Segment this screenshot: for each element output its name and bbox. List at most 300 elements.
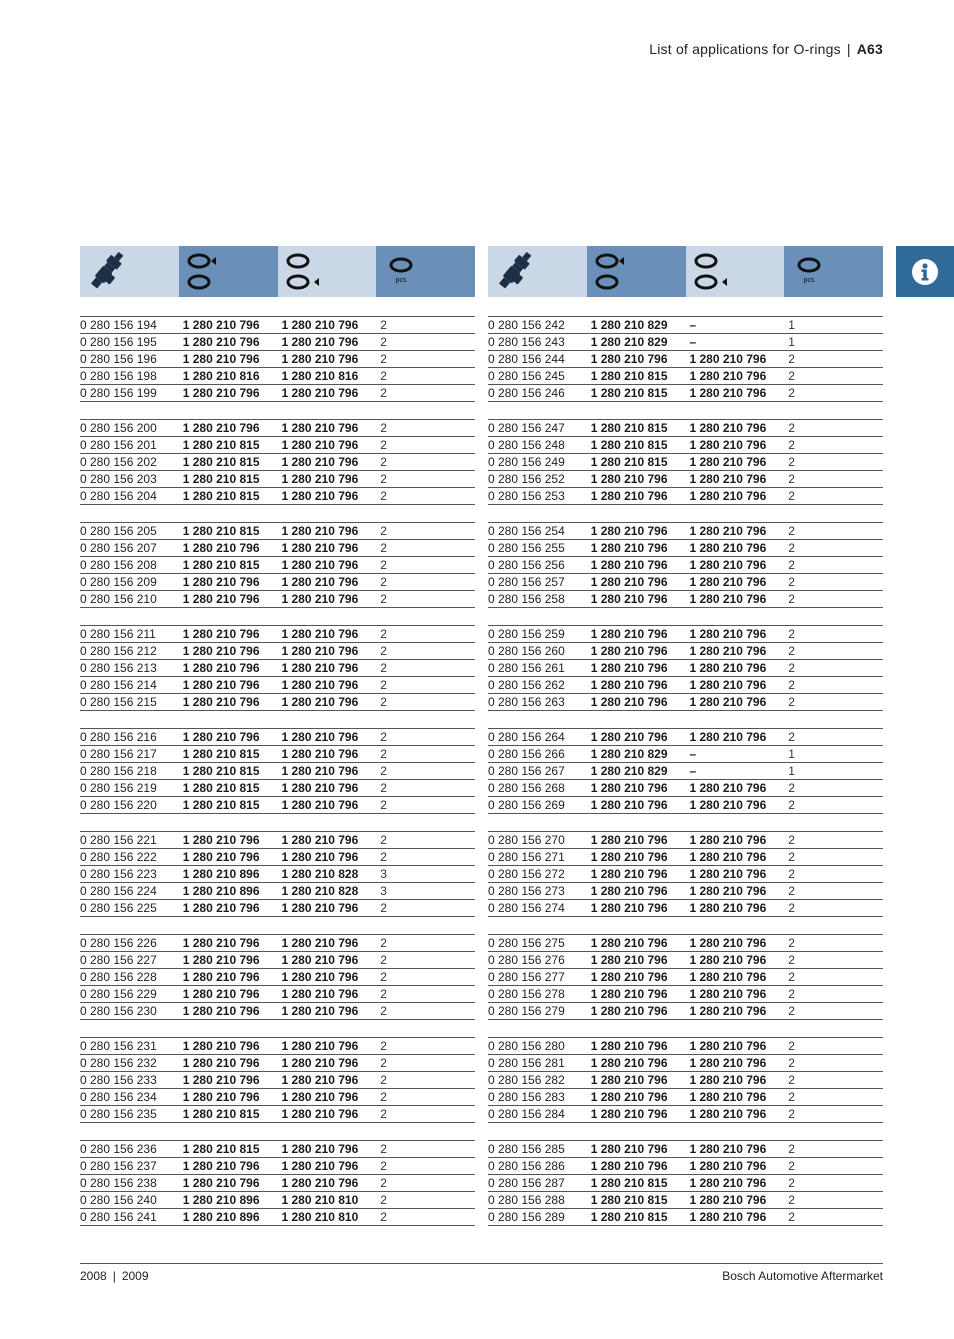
o-ring-bottom-part-number: 1 280 210 796 — [689, 730, 767, 744]
pcs-count: 2 — [380, 1004, 387, 1018]
table-row — [80, 487, 475, 505]
o-ring-top-part-number: 1 280 210 796 — [182, 661, 260, 675]
table-row — [80, 1054, 475, 1071]
injector-part-number: 0 280 156 244 — [488, 352, 565, 366]
row-group — [488, 934, 883, 1020]
row-group — [488, 1140, 883, 1226]
pcs-count: 2 — [380, 833, 387, 847]
table-row — [80, 762, 475, 779]
injector-part-number: 0 280 156 215 — [80, 695, 157, 709]
table-row — [80, 1071, 475, 1088]
pcs-count: 2 — [380, 541, 387, 555]
pcs-count: 2 — [788, 936, 795, 950]
page-title: List of applications for O-rings — [649, 41, 841, 57]
header-o-ring-bottom — [278, 246, 377, 297]
o-ring-top-part-number: 1 280 210 815 — [182, 781, 260, 795]
injector-part-number: 0 280 156 268 — [488, 781, 565, 795]
row-group — [80, 522, 475, 608]
pcs-count: 2 — [380, 421, 387, 435]
o-ring-top-part-number: 1 280 210 796 — [590, 352, 668, 366]
injector-part-number: 0 280 156 245 — [488, 369, 565, 383]
o-ring-top-part-number: 1 280 210 796 — [182, 335, 260, 349]
o-ring-top-part-number: 1 280 210 796 — [590, 987, 668, 1001]
pcs-count: 2 — [788, 541, 795, 555]
o-ring-top-part-number: 1 280 210 796 — [590, 953, 668, 967]
footer-year-end: 2009 — [121, 1269, 149, 1283]
injector-part-number: 0 280 156 202 — [80, 455, 157, 469]
pcs-count: 2 — [788, 352, 795, 366]
pcs-count: 2 — [788, 627, 795, 641]
injector-part-number: 0 280 156 261 — [488, 661, 565, 675]
header-injector — [80, 246, 179, 297]
row-group — [488, 1037, 883, 1123]
o-ring-top-part-number: 1 280 210 796 — [182, 1090, 260, 1104]
injector-part-number: 0 280 156 231 — [80, 1039, 157, 1053]
o-ring-bottom-part-number: 1 280 210 810 — [281, 1210, 359, 1224]
table-row — [488, 384, 883, 402]
o-ring-bottom-part-number: 1 280 210 796 — [689, 352, 767, 366]
table-row — [80, 1002, 475, 1020]
injector-part-number: 0 280 156 264 — [488, 730, 565, 744]
pcs-count: 2 — [380, 558, 387, 572]
o-ring-top-part-number: 1 280 210 796 — [182, 352, 260, 366]
injector-part-number: 0 280 156 237 — [80, 1159, 157, 1173]
table-row — [80, 1037, 475, 1054]
o-ring-top-part-number: 1 280 210 796 — [182, 1073, 260, 1087]
o-ring-bottom-part-number: 1 280 210 796 — [689, 987, 767, 1001]
injector-part-number: 0 280 156 234 — [80, 1090, 157, 1104]
o-ring-bottom-part-number: 1 280 210 796 — [689, 678, 767, 692]
o-ring-bottom-part-number: 1 280 210 796 — [281, 575, 359, 589]
o-ring-bottom-part-number: 1 280 210 796 — [281, 472, 359, 486]
o-ring-top-part-number: 1 280 210 896 — [182, 867, 260, 881]
pcs-count: 2 — [788, 1176, 795, 1190]
o-ring-bottom-part-number: 1 280 210 796 — [281, 1073, 359, 1087]
pcs-count: 2 — [380, 661, 387, 675]
o-ring-bottom-part-number: 1 280 210 796 — [689, 421, 767, 435]
injector-part-number: 0 280 156 227 — [80, 953, 157, 967]
pcs-count: 2 — [380, 1056, 387, 1070]
o-ring-top-part-number: 1 280 210 815 — [182, 489, 260, 503]
o-ring-pair-bottom-icon — [686, 246, 784, 297]
injector-part-number: 0 280 156 203 — [80, 472, 157, 486]
row-group — [80, 625, 475, 711]
injector-part-number: 0 280 156 282 — [488, 1073, 565, 1087]
pcs-count: 2 — [380, 901, 387, 915]
table-row — [80, 1174, 475, 1191]
pcs-count: 2 — [788, 970, 795, 984]
o-ring-bottom-part-number: 1 280 210 796 — [689, 1090, 767, 1104]
o-ring-bottom-part-number: 1 280 210 816 — [281, 369, 359, 383]
pcs-count: 2 — [380, 695, 387, 709]
footer-rule — [80, 1263, 883, 1264]
table-row — [80, 848, 475, 865]
o-ring-bottom-part-number: 1 280 210 796 — [689, 438, 767, 452]
table-row — [488, 487, 883, 505]
injector-part-number: 0 280 156 256 — [488, 558, 565, 572]
o-ring-bottom-part-number: 1 280 210 796 — [281, 438, 359, 452]
info-tab[interactable] — [896, 246, 954, 297]
injector-part-number: 0 280 156 219 — [80, 781, 157, 795]
table-row — [80, 728, 475, 745]
o-ring-bottom-part-number: 1 280 210 796 — [281, 901, 359, 915]
table-row — [488, 693, 883, 711]
o-ring-bottom-part-number: 1 280 210 796 — [281, 747, 359, 761]
pcs-count: 2 — [788, 1193, 795, 1207]
injector-part-number: 0 280 156 199 — [80, 386, 157, 400]
table-row — [488, 453, 883, 470]
table-row — [80, 625, 475, 642]
o-ring-top-part-number: 1 280 210 896 — [182, 1210, 260, 1224]
table-row — [488, 539, 883, 556]
table-row — [488, 1174, 883, 1191]
right-application-table — [488, 246, 883, 1243]
o-ring-top-part-number: 1 280 210 796 — [590, 867, 668, 881]
pcs-count: 2 — [788, 1159, 795, 1173]
o-ring-bottom-part-number: 1 280 210 796 — [281, 661, 359, 675]
injector-part-number: 0 280 156 217 — [80, 747, 157, 761]
o-ring-bottom-part-number: 1 280 210 796 — [281, 1039, 359, 1053]
injector-part-number: 0 280 156 253 — [488, 489, 565, 503]
o-ring-top-part-number: 1 280 210 796 — [590, 833, 668, 847]
row-group — [80, 831, 475, 917]
o-ring-bottom-part-number: 1 280 210 796 — [689, 661, 767, 675]
pcs-count: 2 — [788, 472, 795, 486]
injector-part-number: 0 280 156 272 — [488, 867, 565, 881]
o-ring-top-part-number: 1 280 210 796 — [590, 1073, 668, 1087]
o-ring-bottom-part-number: 1 280 210 796 — [281, 1107, 359, 1121]
header-o-ring-top — [587, 246, 686, 297]
page-number: A63 — [856, 41, 883, 57]
injector-part-number: 0 280 156 198 — [80, 369, 157, 383]
injector-icon — [488, 246, 586, 297]
injector-part-number: 0 280 156 273 — [488, 884, 565, 898]
injector-part-number: 0 280 156 267 — [488, 764, 565, 778]
pcs-count: 2 — [380, 936, 387, 950]
pcs-label: pcs — [803, 277, 815, 284]
table-row — [80, 384, 475, 402]
o-ring-top-part-number: 1 280 210 815 — [590, 438, 668, 452]
injector-part-number: 0 280 156 246 — [488, 386, 565, 400]
injector-part-number: 0 280 156 252 — [488, 472, 565, 486]
pcs-count: 2 — [788, 1039, 795, 1053]
o-ring-top-part-number: 1 280 210 796 — [590, 884, 668, 898]
o-ring-top-part-number: 1 280 210 796 — [590, 489, 668, 503]
o-ring-top-part-number: 1 280 210 815 — [182, 1107, 260, 1121]
pcs-count: 1 — [788, 318, 795, 332]
o-ring-bottom-part-number: 1 280 210 796 — [689, 1176, 767, 1190]
injector-part-number: 0 280 156 204 — [80, 489, 157, 503]
table-row — [488, 934, 883, 951]
o-ring-top-part-number: 1 280 210 896 — [182, 884, 260, 898]
o-ring-bottom-part-number: 1 280 210 796 — [281, 489, 359, 503]
o-ring-top-part-number: 1 280 210 829 — [590, 747, 668, 761]
table-header — [488, 246, 883, 297]
o-ring-top-part-number: 1 280 210 796 — [182, 850, 260, 864]
pcs-count: 2 — [788, 575, 795, 589]
injector-part-number: 0 280 156 216 — [80, 730, 157, 744]
o-ring-bottom-part-number: 1 280 210 796 — [689, 936, 767, 950]
o-ring-top-part-number: 1 280 210 796 — [182, 730, 260, 744]
o-ring-bottom-part-number: 1 280 210 796 — [281, 1090, 359, 1104]
pcs-count: 2 — [380, 781, 387, 795]
pcs-count: 2 — [380, 472, 387, 486]
o-ring-bottom-part-number: 1 280 210 796 — [281, 541, 359, 555]
table-row — [80, 951, 475, 968]
pcs-count: 2 — [788, 386, 795, 400]
o-ring-top-part-number: 1 280 210 829 — [590, 764, 668, 778]
pcs-count: 2 — [380, 1073, 387, 1087]
pcs-count: 2 — [380, 1107, 387, 1121]
injector-part-number: 0 280 156 207 — [80, 541, 157, 555]
o-ring-top-part-number: 1 280 210 796 — [182, 970, 260, 984]
o-ring-top-part-number: 1 280 210 796 — [182, 627, 260, 641]
o-ring-bottom-part-number: 1 280 210 796 — [281, 352, 359, 366]
pcs-count: 2 — [380, 524, 387, 538]
o-ring-top-part-number: 1 280 210 829 — [590, 318, 668, 332]
o-ring-top-part-number: 1 280 210 796 — [590, 472, 668, 486]
table-row — [80, 642, 475, 659]
pcs-count: 2 — [380, 747, 387, 761]
table-row — [80, 865, 475, 882]
table-row — [488, 1002, 883, 1020]
row-group — [488, 831, 883, 917]
pcs-count: 2 — [380, 953, 387, 967]
o-ring-bottom-part-number: 1 280 210 796 — [689, 455, 767, 469]
o-ring-top-part-number: 1 280 210 815 — [182, 558, 260, 572]
o-ring-top-part-number: 1 280 210 796 — [590, 1004, 668, 1018]
injector-part-number: 0 280 156 205 — [80, 524, 157, 538]
o-ring-bottom-part-number: 1 280 210 796 — [281, 1142, 359, 1156]
table-row — [80, 796, 475, 814]
row-group — [80, 728, 475, 814]
o-ring-top-part-number: 1 280 210 796 — [182, 644, 260, 658]
table-row — [488, 1037, 883, 1054]
injector-part-number: 0 280 156 281 — [488, 1056, 565, 1070]
o-ring-bottom-part-number: 1 280 210 796 — [689, 575, 767, 589]
injector-part-number: 0 280 156 258 — [488, 592, 565, 606]
pcs-count: 2 — [788, 592, 795, 606]
table-row — [488, 865, 883, 882]
injector-part-number: 0 280 156 214 — [80, 678, 157, 692]
o-ring-top-part-number: 1 280 210 796 — [590, 1107, 668, 1121]
injector-part-number: 0 280 156 209 — [80, 575, 157, 589]
table-row — [488, 659, 883, 676]
injector-part-number: 0 280 156 230 — [80, 1004, 157, 1018]
o-ring-bottom-part-number: 1 280 210 796 — [689, 781, 767, 795]
table-row — [488, 985, 883, 1002]
injector-part-number: 0 280 156 262 — [488, 678, 565, 692]
o-ring-bottom-part-number: 1 280 210 796 — [281, 678, 359, 692]
o-ring-bottom-part-number: 1 280 210 796 — [281, 781, 359, 795]
o-ring-pair-top-icon — [587, 246, 685, 297]
table-row — [488, 642, 883, 659]
injector-part-number: 0 280 156 238 — [80, 1176, 157, 1190]
o-ring-top-part-number: 1 280 210 796 — [182, 1176, 260, 1190]
o-ring-bottom-part-number: 1 280 210 796 — [281, 833, 359, 847]
table-row — [488, 968, 883, 985]
o-ring-bottom-part-number: 1 280 210 796 — [689, 558, 767, 572]
pcs-count: 2 — [380, 850, 387, 864]
o-ring-bottom-part-number: – — [689, 335, 697, 349]
injector-part-number: 0 280 156 276 — [488, 953, 565, 967]
pcs-count: 2 — [788, 695, 795, 709]
o-ring-top-part-number: 1 280 210 796 — [590, 1142, 668, 1156]
injector-part-number: 0 280 156 270 — [488, 833, 565, 847]
table-row — [488, 573, 883, 590]
o-ring-bottom-part-number: 1 280 210 796 — [281, 558, 359, 572]
o-ring-bottom-part-number: 1 280 210 796 — [689, 1004, 767, 1018]
o-ring-top-part-number: 1 280 210 796 — [182, 1039, 260, 1053]
o-ring-top-part-number: 1 280 210 796 — [590, 558, 668, 572]
o-ring-bottom-part-number: 1 280 210 796 — [281, 644, 359, 658]
pcs-count: 2 — [788, 489, 795, 503]
o-ring-bottom-part-number: 1 280 210 828 — [281, 867, 359, 881]
pcs-count: 2 — [380, 678, 387, 692]
o-ring-bottom-part-number: 1 280 210 796 — [689, 1142, 767, 1156]
injector-part-number: 0 280 156 240 — [80, 1193, 157, 1207]
table-row — [80, 899, 475, 917]
pcs-count: 2 — [380, 369, 387, 383]
o-ring-top-part-number: 1 280 210 796 — [182, 318, 260, 332]
row-group — [488, 728, 883, 814]
table-row — [488, 367, 883, 384]
injector-part-number: 0 280 156 194 — [80, 318, 157, 332]
o-ring-top-part-number: 1 280 210 815 — [182, 524, 260, 538]
injector-part-number: 0 280 156 196 — [80, 352, 157, 366]
injector-part-number: 0 280 156 233 — [80, 1073, 157, 1087]
o-ring-top-part-number: 1 280 210 815 — [182, 747, 260, 761]
table-header — [80, 246, 475, 297]
injector-part-number: 0 280 156 224 — [80, 884, 157, 898]
o-ring-bottom-part-number: 1 280 210 796 — [689, 953, 767, 967]
pcs-count: 2 — [788, 1142, 795, 1156]
pcs-count: 2 — [380, 644, 387, 658]
o-ring-bottom-part-number: 1 280 210 796 — [689, 833, 767, 847]
o-ring-bottom-part-number: 1 280 210 796 — [689, 627, 767, 641]
o-ring-top-part-number: 1 280 210 796 — [590, 695, 668, 709]
table-row — [80, 350, 475, 367]
injector-part-number: 0 280 156 213 — [80, 661, 157, 675]
injector-part-number: 0 280 156 288 — [488, 1193, 565, 1207]
header-o-ring-top — [179, 246, 278, 297]
o-ring-bottom-part-number: 1 280 210 796 — [689, 1210, 767, 1224]
injector-part-number: 0 280 156 266 — [488, 747, 565, 761]
o-ring-top-part-number: 1 280 210 896 — [182, 1193, 260, 1207]
pcs-count: 2 — [788, 730, 795, 744]
o-ring-bottom-part-number: 1 280 210 796 — [281, 936, 359, 950]
table-row — [488, 728, 883, 745]
o-ring-top-part-number: 1 280 210 815 — [590, 1176, 668, 1190]
left-groups — [80, 316, 475, 1226]
injector-part-number: 0 280 156 285 — [488, 1142, 565, 1156]
table-row — [80, 436, 475, 453]
o-ring-bottom-part-number: 1 280 210 796 — [281, 335, 359, 349]
injector-part-number: 0 280 156 289 — [488, 1210, 565, 1224]
table-row — [80, 1191, 475, 1208]
o-ring-top-part-number: 1 280 210 796 — [590, 541, 668, 555]
o-ring-top-part-number: 1 280 210 796 — [182, 1056, 260, 1070]
o-ring-top-part-number: 1 280 210 796 — [590, 1159, 668, 1173]
o-ring-bottom-part-number: 1 280 210 796 — [689, 472, 767, 486]
injector-part-number: 0 280 156 278 — [488, 987, 565, 1001]
injector-part-number: 0 280 156 259 — [488, 627, 565, 641]
o-ring-bottom-part-number: 1 280 210 796 — [281, 987, 359, 1001]
o-ring-bottom-part-number: 1 280 210 796 — [281, 627, 359, 641]
pcs-count: 2 — [380, 970, 387, 984]
o-ring-top-part-number: 1 280 210 796 — [182, 953, 260, 967]
injector-part-number: 0 280 156 263 — [488, 695, 565, 709]
pcs-count: 2 — [788, 1073, 795, 1087]
injector-part-number: 0 280 156 249 — [488, 455, 565, 469]
pcs-count: 1 — [788, 747, 795, 761]
pcs-count: 2 — [788, 678, 795, 692]
table-row — [80, 1157, 475, 1174]
o-ring-bottom-part-number: 1 280 210 796 — [281, 421, 359, 435]
table-row — [488, 831, 883, 848]
o-ring-bottom-part-number: 1 280 210 796 — [281, 695, 359, 709]
o-ring-top-part-number: 1 280 210 796 — [182, 421, 260, 435]
pcs-count: 2 — [380, 352, 387, 366]
pcs-count: 2 — [788, 833, 795, 847]
o-ring-top-part-number: 1 280 210 796 — [590, 1039, 668, 1053]
footer-years — [80, 1269, 149, 1283]
o-ring-top-part-number: 1 280 210 796 — [182, 541, 260, 555]
pcs-count: 2 — [788, 884, 795, 898]
injector-part-number: 0 280 156 284 — [488, 1107, 565, 1121]
o-ring-bottom-part-number: 1 280 210 796 — [689, 1107, 767, 1121]
pcs-count: 2 — [788, 455, 795, 469]
pcs-count: 2 — [788, 558, 795, 572]
footer-year-start: 2008 — [80, 1269, 107, 1283]
o-ring-pcs-icon — [784, 246, 882, 297]
pcs-count: 2 — [788, 850, 795, 864]
o-ring-bottom-part-number: 1 280 210 796 — [689, 1073, 767, 1087]
injector-part-number: 0 280 156 254 — [488, 524, 565, 538]
table-row — [488, 556, 883, 573]
table-row — [488, 1054, 883, 1071]
o-ring-bottom-part-number: 1 280 210 796 — [689, 369, 767, 383]
o-ring-bottom-part-number: 1 280 210 796 — [689, 644, 767, 658]
o-ring-bottom-part-number: 1 280 210 796 — [281, 764, 359, 778]
injector-part-number: 0 280 156 274 — [488, 901, 565, 915]
table-row — [488, 1157, 883, 1174]
pcs-count: 2 — [380, 1090, 387, 1104]
injector-part-number: 0 280 156 257 — [488, 575, 565, 589]
o-ring-bottom-part-number: – — [689, 764, 697, 778]
o-ring-top-part-number: 1 280 210 815 — [590, 369, 668, 383]
injector-part-number: 0 280 156 269 — [488, 798, 565, 812]
injector-part-number: 0 280 156 210 — [80, 592, 157, 606]
o-ring-top-part-number: 1 280 210 815 — [590, 455, 668, 469]
table-row — [488, 590, 883, 608]
pcs-count: 2 — [788, 1004, 795, 1018]
header-injector — [488, 246, 587, 297]
o-ring-top-part-number: 1 280 210 796 — [182, 833, 260, 847]
o-ring-top-part-number: 1 280 210 796 — [590, 1090, 668, 1104]
o-ring-pair-bottom-icon — [278, 246, 376, 297]
o-ring-bottom-part-number: 1 280 210 796 — [689, 695, 767, 709]
o-ring-bottom-part-number: 1 280 210 796 — [689, 884, 767, 898]
o-ring-bottom-part-number: 1 280 210 796 — [689, 1056, 767, 1070]
injector-part-number: 0 280 156 226 — [80, 936, 157, 950]
injector-part-number: 0 280 156 225 — [80, 901, 157, 915]
table-row — [80, 1140, 475, 1157]
injector-part-number: 0 280 156 229 — [80, 987, 157, 1001]
o-ring-top-part-number: 1 280 210 796 — [590, 936, 668, 950]
table-row — [488, 951, 883, 968]
header-separator: | — [846, 41, 851, 57]
